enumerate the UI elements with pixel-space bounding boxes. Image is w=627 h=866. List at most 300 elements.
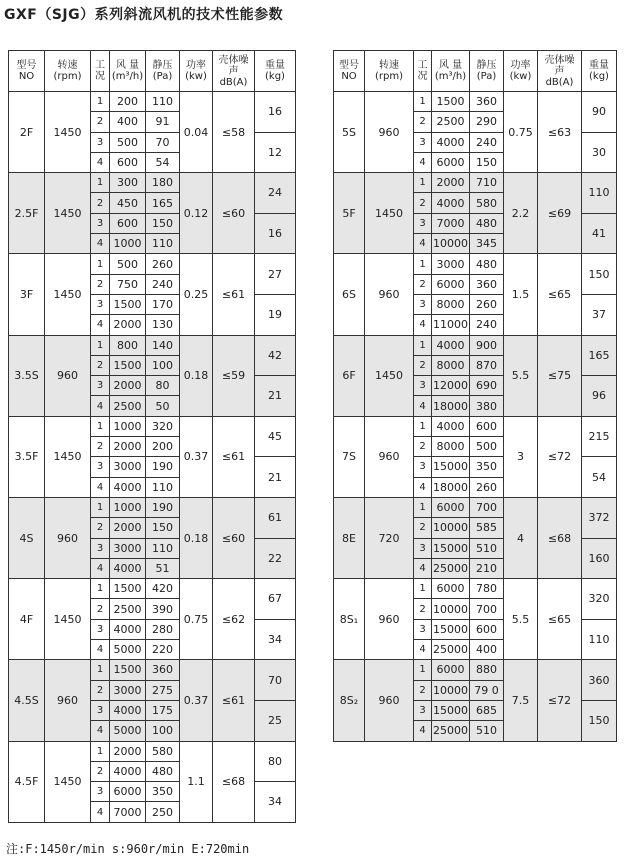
model-cell: 8E: [334, 497, 365, 578]
table-row: [334, 416, 617, 436]
condition-cell: 1: [91, 92, 110, 112]
model-cell: 7S: [334, 416, 365, 497]
condition-cell: 1: [414, 416, 432, 436]
noise-cell: ≤65: [538, 254, 582, 335]
weight-cell: 150: [582, 700, 617, 741]
power-cell: 0.75: [504, 92, 538, 173]
model-cell: 2.5F: [9, 173, 45, 254]
pressure-cell: 150: [146, 518, 180, 538]
condition-cell: 1: [414, 660, 432, 680]
model-cell: 4.5S: [9, 660, 45, 741]
condition-cell: 3: [414, 619, 432, 639]
weight-cell: 61: [255, 497, 296, 538]
pressure-cell: 585: [470, 518, 504, 538]
header-speed: 转速 (rpm): [365, 51, 414, 92]
weight-cell: 54: [582, 457, 617, 498]
weight-cell: 16: [255, 213, 296, 254]
condition-cell: 4: [414, 234, 432, 254]
power-cell: 0.18: [180, 497, 213, 578]
condition-cell: 4: [91, 477, 110, 497]
pressure-cell: 320: [146, 416, 180, 436]
model-group: [9, 173, 296, 254]
airflow-cell: 1000: [110, 416, 146, 436]
pressure-cell: 54: [146, 152, 180, 172]
airflow-cell: 1500: [110, 294, 146, 314]
header-noise: 壳体噪声 dB(A): [538, 51, 582, 92]
power-cell: 5.5: [504, 579, 538, 660]
pressure-cell: 110: [146, 477, 180, 497]
pressure-cell: 360: [470, 274, 504, 294]
airflow-cell: 500: [110, 132, 146, 152]
pressure-cell: 710: [470, 173, 504, 193]
speed-cell: 1450: [45, 416, 91, 497]
header-airflow: 风 量 (m³/h): [110, 51, 146, 92]
pressure-cell: 360: [470, 92, 504, 112]
condition-cell: 2: [91, 437, 110, 457]
pressure-cell: 180: [146, 173, 180, 193]
airflow-cell: 3000: [110, 538, 146, 558]
condition-cell: 3: [91, 132, 110, 152]
condition-cell: 4: [91, 640, 110, 660]
pressure-cell: 290: [470, 112, 504, 132]
noise-cell: ≤68: [213, 741, 255, 822]
power-cell: 0.12: [180, 173, 213, 254]
speed-cell: 1450: [45, 173, 91, 254]
model-cell: 6F: [334, 335, 365, 416]
model-group: [334, 335, 617, 416]
power-cell: 7.5: [504, 660, 538, 741]
noise-cell: ≤75: [538, 335, 582, 416]
condition-cell: 2: [414, 193, 432, 213]
pressure-cell: 70: [146, 132, 180, 152]
airflow-cell: 4000: [110, 477, 146, 497]
pressure-cell: 510: [470, 538, 504, 558]
header-pressure: 静压 (Pa): [146, 51, 180, 92]
table-row: [334, 92, 617, 112]
weight-cell: 45: [255, 416, 296, 457]
pressure-cell: 240: [470, 132, 504, 152]
condition-cell: 3: [414, 132, 432, 152]
condition-cell: 3: [414, 294, 432, 314]
pressure-cell: 350: [470, 457, 504, 477]
condition-cell: 4: [91, 558, 110, 578]
pressure-cell: 260: [470, 294, 504, 314]
condition-cell: 1: [91, 254, 110, 274]
table-row: [334, 660, 617, 680]
airflow-cell: 6000: [432, 579, 470, 599]
table-row: [334, 254, 617, 274]
airflow-cell: 10000: [432, 599, 470, 619]
weight-cell: 41: [582, 213, 617, 254]
condition-cell: 1: [91, 741, 110, 761]
weight-cell: 110: [582, 173, 617, 214]
table-row: [334, 579, 617, 599]
power-cell: 5.5: [504, 335, 538, 416]
speed-cell: 1450: [45, 254, 91, 335]
condition-cell: 2: [414, 355, 432, 375]
airflow-cell: 8000: [432, 294, 470, 314]
pressure-cell: 390: [146, 599, 180, 619]
pressure-cell: 140: [146, 335, 180, 355]
airflow-cell: 2000: [110, 315, 146, 335]
condition-cell: 2: [91, 355, 110, 375]
model-group: [9, 660, 296, 741]
weight-cell: 320: [582, 579, 617, 620]
condition-cell: 3: [91, 619, 110, 639]
weight-cell: 42: [255, 335, 296, 376]
airflow-cell: 1500: [110, 579, 146, 599]
table-row: [334, 335, 617, 355]
airflow-cell: 5000: [110, 640, 146, 660]
pressure-cell: 360: [146, 660, 180, 680]
airflow-cell: 15000: [432, 457, 470, 477]
power-cell: 0.75: [180, 579, 213, 660]
airflow-cell: 1000: [110, 497, 146, 517]
condition-cell: 3: [414, 700, 432, 720]
pressure-cell: 480: [146, 761, 180, 781]
airflow-cell: 6000: [432, 660, 470, 680]
airflow-cell: 3000: [110, 457, 146, 477]
condition-cell: 2: [414, 274, 432, 294]
noise-cell: ≤60: [213, 173, 255, 254]
power-cell: 0.37: [180, 660, 213, 741]
airflow-cell: 10000: [432, 518, 470, 538]
header-power: 功率 (kw): [504, 51, 538, 92]
weight-cell: 27: [255, 254, 296, 295]
pressure-cell: 210: [470, 558, 504, 578]
condition-cell: 3: [414, 538, 432, 558]
airflow-cell: 750: [110, 274, 146, 294]
pressure-cell: 50: [146, 396, 180, 416]
condition-cell: 1: [414, 173, 432, 193]
condition-cell: 3: [91, 538, 110, 558]
airflow-cell: 4000: [110, 700, 146, 720]
pressure-cell: 510: [470, 721, 504, 741]
airflow-cell: 800: [110, 335, 146, 355]
model-group: [9, 497, 296, 578]
pressure-cell: 580: [470, 193, 504, 213]
weight-cell: 110: [582, 619, 617, 660]
airflow-cell: 4000: [432, 335, 470, 355]
pressure-cell: 275: [146, 680, 180, 700]
speed-cell: 1450: [45, 579, 91, 660]
model-cell: 3.5S: [9, 335, 45, 416]
power-cell: 0.04: [180, 92, 213, 173]
noise-cell: ≤63: [538, 92, 582, 173]
pressure-cell: 190: [146, 457, 180, 477]
model-cell: 6S: [334, 254, 365, 335]
weight-cell: 160: [582, 538, 617, 579]
condition-cell: 1: [91, 497, 110, 517]
condition-cell: 4: [414, 315, 432, 335]
airflow-cell: 6000: [432, 152, 470, 172]
left-performance-table: [8, 50, 296, 823]
weight-cell: 215: [582, 416, 617, 457]
airflow-cell: 25000: [432, 721, 470, 741]
airflow-cell: 1500: [110, 355, 146, 375]
weight-cell: 21: [255, 457, 296, 498]
table-row: [9, 660, 296, 680]
power-cell: 2.2: [504, 173, 538, 254]
model-cell: 3.5F: [9, 416, 45, 497]
airflow-cell: 18000: [432, 477, 470, 497]
condition-cell: 2: [91, 518, 110, 538]
model-group: [9, 335, 296, 416]
noise-cell: ≤61: [213, 416, 255, 497]
table-row: [9, 92, 296, 112]
power-cell: 1.1: [180, 741, 213, 822]
table-row: [9, 335, 296, 355]
header-noise: 壳体噪声 dB(A): [213, 51, 255, 92]
pressure-cell: 110: [146, 538, 180, 558]
pressure-cell: 175: [146, 700, 180, 720]
header-model: 型号 NO: [334, 51, 365, 92]
airflow-cell: 2500: [110, 599, 146, 619]
pressure-cell: 100: [146, 721, 180, 741]
condition-cell: 3: [91, 376, 110, 396]
pressure-cell: 260: [146, 254, 180, 274]
weight-cell: 90: [582, 92, 617, 133]
airflow-cell: 300: [110, 173, 146, 193]
weight-cell: 372: [582, 497, 617, 538]
table-row: [334, 173, 617, 193]
airflow-cell: 6000: [110, 782, 146, 802]
pressure-cell: 880: [470, 660, 504, 680]
airflow-cell: 15000: [432, 700, 470, 720]
condition-cell: 3: [91, 782, 110, 802]
header-condition: 工况: [414, 51, 432, 92]
model-group: [334, 254, 617, 335]
model-cell: 2F: [9, 92, 45, 173]
pressure-cell: 870: [470, 355, 504, 375]
pressure-cell: 480: [470, 213, 504, 233]
pressure-cell: 480: [470, 254, 504, 274]
airflow-cell: 25000: [432, 640, 470, 660]
model-group: [9, 416, 296, 497]
airflow-cell: 600: [110, 213, 146, 233]
speed-cell: 960: [365, 579, 414, 660]
condition-cell: 4: [414, 152, 432, 172]
pressure-cell: 150: [470, 152, 504, 172]
pressure-cell: 580: [146, 741, 180, 761]
weight-cell: 150: [582, 254, 617, 295]
condition-cell: 4: [91, 315, 110, 335]
pressure-cell: 600: [470, 416, 504, 436]
model-group: [334, 92, 617, 173]
airflow-cell: 5000: [110, 721, 146, 741]
pressure-cell: 51: [146, 558, 180, 578]
airflow-cell: 10000: [432, 680, 470, 700]
airflow-cell: 2000: [110, 518, 146, 538]
condition-cell: 1: [91, 335, 110, 355]
pressure-cell: 420: [146, 579, 180, 599]
condition-cell: 1: [414, 335, 432, 355]
pressure-cell: 80: [146, 376, 180, 396]
condition-cell: 2: [414, 112, 432, 132]
speed-cell: 960: [365, 416, 414, 497]
airflow-cell: 18000: [432, 396, 470, 416]
airflow-cell: 4000: [110, 761, 146, 781]
pressure-cell: 260: [470, 477, 504, 497]
model-cell: 4S: [9, 497, 45, 578]
pressure-cell: 345: [470, 234, 504, 254]
weight-cell: 19: [255, 294, 296, 335]
model-group: [334, 416, 617, 497]
airflow-cell: 400: [110, 112, 146, 132]
weight-cell: 30: [582, 132, 617, 173]
speed-cell: 960: [365, 254, 414, 335]
condition-cell: 3: [91, 700, 110, 720]
noise-cell: ≤59: [213, 335, 255, 416]
header-airflow: 风 量 (m³/h): [432, 51, 470, 92]
noise-cell: ≤62: [213, 579, 255, 660]
airflow-cell: 4000: [432, 193, 470, 213]
weight-cell: 34: [255, 782, 296, 823]
airflow-cell: 1500: [110, 660, 146, 680]
pressure-cell: 900: [470, 335, 504, 355]
speed-cell: 720: [365, 497, 414, 578]
condition-cell: 3: [91, 213, 110, 233]
airflow-cell: 4000: [110, 558, 146, 578]
condition-cell: 2: [414, 680, 432, 700]
condition-cell: 4: [91, 234, 110, 254]
pressure-cell: 220: [146, 640, 180, 660]
condition-cell: 4: [91, 152, 110, 172]
condition-cell: 1: [91, 660, 110, 680]
model-group: [334, 497, 617, 578]
speed-cell: 960: [365, 92, 414, 173]
pressure-cell: 240: [470, 315, 504, 335]
model-group: [9, 92, 296, 173]
weight-cell: 24: [255, 173, 296, 214]
speed-cell: 1450: [365, 173, 414, 254]
weight-cell: 165: [582, 335, 617, 376]
condition-cell: 3: [414, 213, 432, 233]
pressure-cell: 700: [470, 599, 504, 619]
airflow-cell: 4000: [432, 416, 470, 436]
condition-cell: 2: [91, 599, 110, 619]
condition-cell: 2: [414, 437, 432, 457]
airflow-cell: 600: [110, 152, 146, 172]
condition-cell: 1: [414, 92, 432, 112]
airflow-cell: 4000: [432, 132, 470, 152]
model-group: [9, 579, 296, 660]
condition-cell: 4: [91, 802, 110, 822]
power-cell: 1.5: [504, 254, 538, 335]
model-cell: 8S₁: [334, 579, 365, 660]
table-row: [9, 579, 296, 599]
condition-cell: 2: [91, 193, 110, 213]
noise-cell: ≤68: [538, 497, 582, 578]
airflow-cell: 10000: [432, 234, 470, 254]
pressure-cell: 500: [470, 437, 504, 457]
pressure-cell: 79 0: [470, 680, 504, 700]
speed-cell: 1450: [45, 741, 91, 822]
airflow-cell: 500: [110, 254, 146, 274]
header-model: 型号 NO: [9, 51, 45, 92]
table-row: [9, 741, 296, 761]
speed-cell: 1450: [45, 92, 91, 173]
weight-cell: 16: [255, 92, 296, 133]
pressure-cell: 280: [146, 619, 180, 639]
model-group: [334, 579, 617, 660]
pressure-cell: 165: [146, 193, 180, 213]
page-title: GXF（SJG）系列斜流风机的技术性能参数: [4, 7, 284, 23]
airflow-cell: 6000: [432, 274, 470, 294]
condition-cell: 2: [91, 761, 110, 781]
condition-cell: 3: [414, 457, 432, 477]
pressure-cell: 685: [470, 700, 504, 720]
weight-cell: 70: [255, 660, 296, 701]
power-cell: 4: [504, 497, 538, 578]
weight-cell: 37: [582, 294, 617, 335]
pressure-cell: 350: [146, 782, 180, 802]
airflow-cell: 200: [110, 92, 146, 112]
condition-cell: 4: [414, 558, 432, 578]
airflow-cell: 1500: [432, 92, 470, 112]
condition-cell: 3: [91, 294, 110, 314]
condition-cell: 2: [414, 518, 432, 538]
header-row: [334, 51, 617, 92]
weight-cell: 360: [582, 660, 617, 701]
pressure-cell: 91: [146, 112, 180, 132]
speed-cell: 1450: [365, 335, 414, 416]
model-group: [334, 660, 617, 741]
airflow-cell: 2500: [110, 396, 146, 416]
airflow-cell: 7000: [110, 802, 146, 822]
pressure-cell: 690: [470, 376, 504, 396]
airflow-cell: 15000: [432, 619, 470, 639]
airflow-cell: 3000: [432, 254, 470, 274]
speed-cell: 960: [45, 497, 91, 578]
airflow-cell: 4000: [110, 619, 146, 639]
power-cell: 3: [504, 416, 538, 497]
table-row: [9, 416, 296, 436]
pressure-cell: 600: [470, 619, 504, 639]
airflow-cell: 2000: [110, 437, 146, 457]
pressure-cell: 700: [470, 497, 504, 517]
condition-cell: 1: [91, 173, 110, 193]
pressure-cell: 380: [470, 396, 504, 416]
footnote: 注:F:1450r/min s:960r/min E:720min: [6, 842, 250, 856]
model-group: [9, 254, 296, 335]
header-power: 功率 (kw): [180, 51, 213, 92]
condition-cell: 2: [414, 599, 432, 619]
airflow-cell: 1000: [110, 234, 146, 254]
speed-cell: 960: [45, 660, 91, 741]
noise-cell: ≤60: [213, 497, 255, 578]
pressure-cell: 170: [146, 294, 180, 314]
noise-cell: ≤58: [213, 92, 255, 173]
condition-cell: 4: [414, 396, 432, 416]
weight-cell: 80: [255, 741, 296, 782]
airflow-cell: 15000: [432, 538, 470, 558]
pressure-cell: 110: [146, 234, 180, 254]
pressure-cell: 150: [146, 213, 180, 233]
model-group: [9, 741, 296, 822]
condition-cell: 4: [414, 721, 432, 741]
airflow-cell: 2000: [432, 173, 470, 193]
condition-cell: 3: [414, 376, 432, 396]
pressure-cell: 400: [470, 640, 504, 660]
noise-cell: ≤72: [538, 660, 582, 741]
weight-cell: 12: [255, 132, 296, 173]
condition-cell: 4: [91, 721, 110, 741]
weight-cell: 96: [582, 376, 617, 417]
condition-cell: 4: [414, 477, 432, 497]
weight-cell: 22: [255, 538, 296, 579]
model-cell: 5F: [334, 173, 365, 254]
